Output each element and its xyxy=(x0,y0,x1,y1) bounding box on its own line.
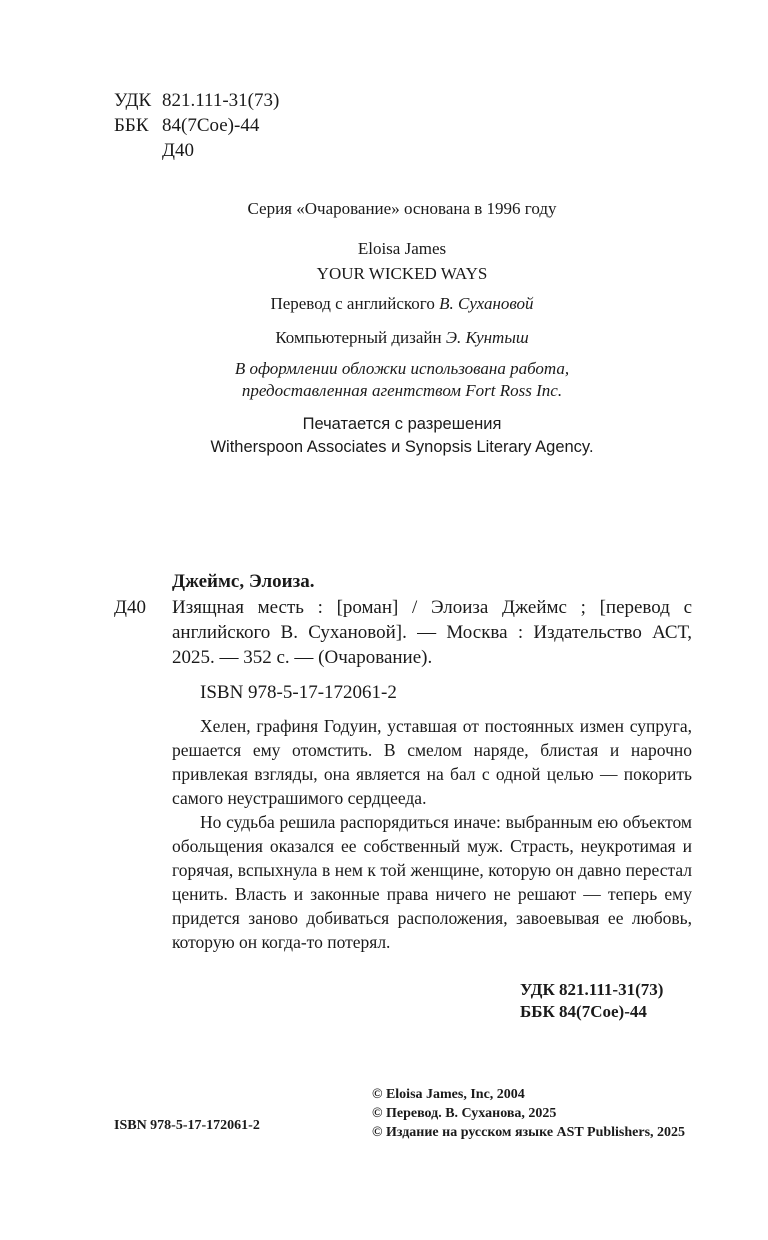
copyright-block xyxy=(372,1085,685,1142)
cover-note-line2: предоставленная агентством Fort Ross Inc. xyxy=(241,381,563,400)
translation-credit xyxy=(114,294,690,314)
original-title: YOUR WICKED WAYS xyxy=(316,264,488,283)
copyright-line-2: © Перевод. В. Суханова, 2025 xyxy=(372,1106,557,1121)
annotation-paragraph-1: Хелен, графиня Годуин, уставшая от постоянных измен супруга, решается ему отомстить. В смелом наряде, блистая и нарочно привлекая взгляды, она является на бал с одной целью — покорить самого неустрашимого сердцееда. xyxy=(172,716,692,808)
permission-note xyxy=(114,413,690,459)
translation-prefix: Перевод с английского xyxy=(270,294,435,313)
original-edition xyxy=(114,236,690,286)
bottom-isbn: ISBN 978-5-17-172061-2 xyxy=(114,1118,260,1133)
designer-name: Э. Кунтыш xyxy=(445,328,529,347)
copyright-line-1: © Eloisa James, Inc, 2004 xyxy=(372,1087,525,1102)
original-author: Eloisa James xyxy=(357,239,447,258)
classification-codes xyxy=(114,88,279,163)
bbk-label: ББК xyxy=(114,115,149,136)
catalog-description xyxy=(172,595,692,670)
author-mark: Д40 xyxy=(162,140,194,161)
catalog-isbn: ISBN 978-5-17-172061-2 xyxy=(200,682,397,703)
copyright-line-3: © Издание на русском языке AST Publishers, 2025 xyxy=(372,1125,686,1140)
annotation xyxy=(172,714,692,954)
annotation-paragraph-2: Но судьба решила распорядиться иначе: выбранным ею объектом обольщения оказался ее собственный муж. Страсть, неукротимая и горячая, вспыхнула в нем к той женщине, которую он давно перестал ценить. Власть и законные права ничего не решают — теперь ему придется заново добиваться расположения, завоевывая ее любовь, которую он когда-то потерял. xyxy=(172,812,692,952)
bottom-udk: УДК 821.111-31(73) xyxy=(520,980,664,999)
permission-line2: Witherspoon Associates и Synopsis Literary Agency. xyxy=(210,438,594,456)
cover-note-line1: В оформлении обложки использована работа, xyxy=(234,359,570,378)
bbk-value: 84(7Сое)-44 xyxy=(162,115,260,136)
udk-label: УДК xyxy=(114,90,152,111)
permission-line1: Печатается с разрешения xyxy=(302,415,502,433)
udk-row xyxy=(114,88,279,113)
bottom-bbk: ББК 84(7Сое)-44 xyxy=(520,1002,647,1021)
design-credit xyxy=(114,328,690,348)
series-note: Серия «Очарование» основана в 1996 году xyxy=(247,199,557,218)
bottom-classification xyxy=(520,979,663,1023)
catalog-author: Джеймс, Элоиза. xyxy=(172,571,315,592)
cover-note xyxy=(114,358,690,402)
translator-name: В. Сухановой xyxy=(439,294,534,313)
catalog-description-text: Изящная месть : [роман] / Элоиза Джеймс ; [перевод с английского В. Сухановой]. — Москва : Издательство АСТ, 2025. — 352 с. — (Очарование). xyxy=(172,597,692,668)
catalog-code: Д40 xyxy=(114,597,146,618)
design-prefix: Компьютерный дизайн xyxy=(275,328,442,347)
bbk-row xyxy=(114,113,279,138)
udk-value: 821.111-31(73) xyxy=(162,90,280,111)
